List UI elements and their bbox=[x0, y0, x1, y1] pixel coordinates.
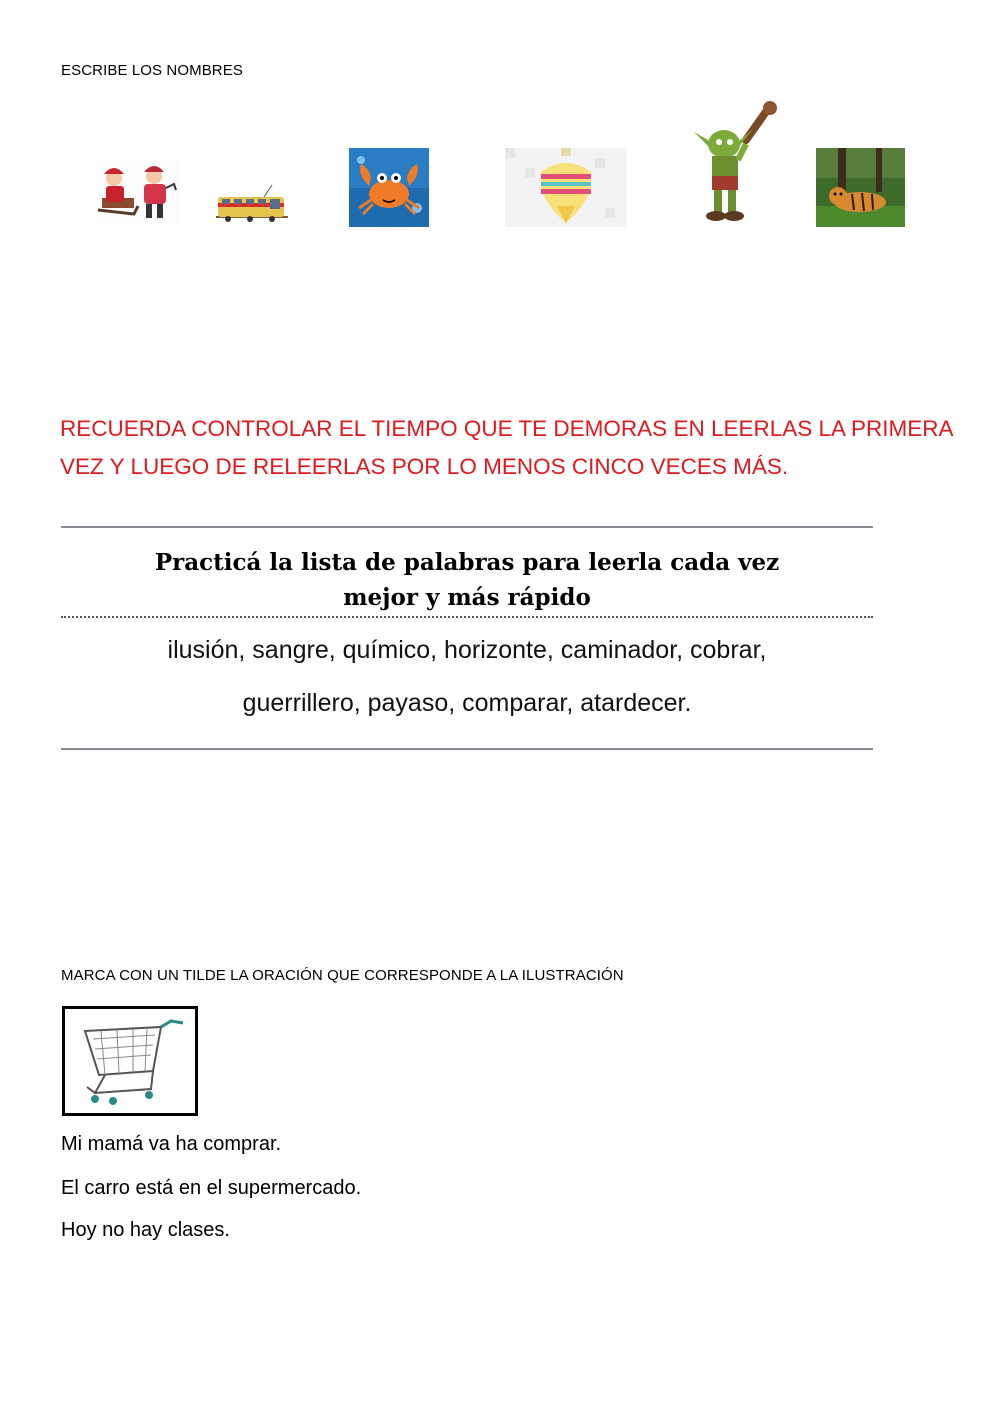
practice-title-line-2: mejor y más rápido bbox=[343, 584, 591, 611]
option-sentence-2[interactable]: El carro está en el supermercado. bbox=[61, 1177, 362, 1199]
option-sentence-3[interactable]: Hoy no hay clases. bbox=[61, 1219, 230, 1241]
reminder-text bbox=[60, 410, 960, 486]
practice-title-line-1: Practicá la lista de palabras para leerla cada vez bbox=[154, 549, 780, 576]
spinning-top-image bbox=[505, 148, 627, 227]
crab-image bbox=[349, 148, 429, 227]
practice-title bbox=[61, 545, 873, 615]
bottom-rule bbox=[61, 748, 873, 750]
dotted-divider bbox=[61, 616, 873, 618]
word-list-line-2: guerrillero, payaso, comparar, atardecer. bbox=[242, 689, 692, 717]
goblin-image bbox=[686, 100, 778, 227]
section-1-instruction: ESCRIBE LOS NOMBRES bbox=[61, 62, 243, 79]
section-2-instruction: MARCA CON UN TILDE LA ORACIÓN QUE CORRESPONDE A LA ILUSTRACIÓN bbox=[61, 967, 624, 984]
children-sled-image bbox=[94, 160, 180, 226]
word-list-line-1: ilusión, sangre, químico, horizonte, caminador, cobrar, bbox=[167, 636, 767, 664]
reminder-line-2: VEZ Y LUEGO DE RELEERLAS POR LO MENOS CINCO VECES MÁS. bbox=[60, 454, 789, 479]
shopping-cart-image bbox=[62, 1006, 198, 1116]
train-image bbox=[214, 183, 290, 227]
reminder-line-1: RECUERDA CONTROLAR EL TIEMPO QUE TE DEMORAS EN LEERLAS LA PRIMERA bbox=[60, 416, 954, 441]
option-sentence-1[interactable]: Mi mamá va ha comprar. bbox=[61, 1133, 282, 1155]
tiger-image bbox=[816, 148, 905, 227]
top-rule bbox=[61, 526, 873, 528]
